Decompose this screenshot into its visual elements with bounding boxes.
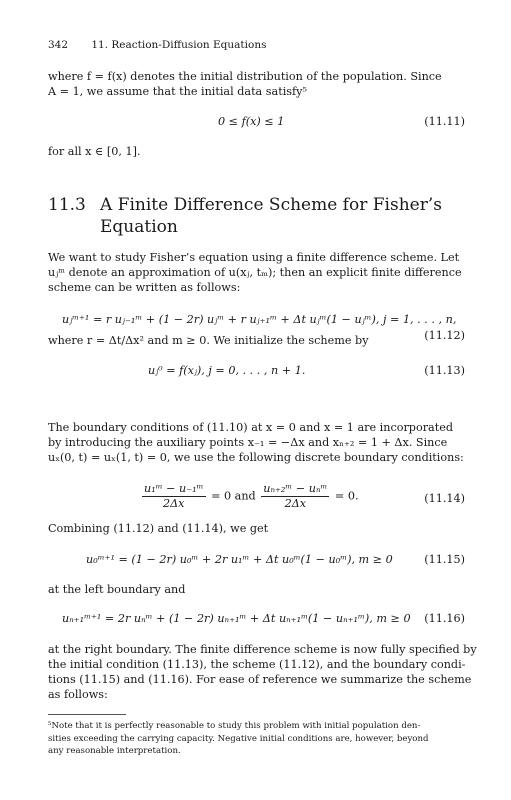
paragraph-2 [48,420,465,465]
where-r-line [48,333,465,348]
equation-number: (11.11) [424,115,465,128]
text-line: uₓ(0, t) = uₓ(1, t) = 0, we use the following discrete boundary conditions: [48,451,464,464]
text-line: where f = f(x) denotes the initial distribution of the population. Since [48,70,442,83]
section-number: 11.3 [48,195,86,215]
text-line: by introducing the auxiliary points x₋₁ = −Δx and xₙ₊₂ = 1 + Δx. Since [48,436,448,449]
equation-body: uₙ₊₁ᵐ⁺¹ = 2r uₙᵐ + (1 − 2r) uₙ₊₁ᵐ + Δt uₙ₊₁ᵐ(1 − uₙ₊₁ᵐ), m ≥ 0 [62,612,411,625]
equation-11-11 [48,114,465,134]
section-title-line: A Finite Difference Scheme for Fisher’s [100,195,442,215]
equation-11-16 [48,611,465,631]
equation-11-14 [48,482,465,516]
equation-end: = 0. [334,489,359,503]
equation-number: (11.13) [424,364,465,377]
text-line: Combining (11.12) and (11.14), we get [48,522,269,535]
denominator: 2Δx [162,497,185,510]
text-line: the initial condition (11.13), the scheme (11.12), and the boundary condi- [48,658,466,671]
combining-line [48,521,465,536]
footnote-line: sities exceeding the carrying capacity. Negative initial conditions are, however, beyond [48,733,429,744]
denominator: 2Δx [284,497,307,510]
equation-body: uⱼ⁰ = f(xⱼ), j = 0, . . . , n + 1. [148,364,306,377]
footnote [48,720,465,758]
for-all-line [48,144,465,159]
equation-11-15 [48,552,465,572]
intro-paragraph [48,69,465,99]
text-line: tions (11.15) and (11.16). For ease of reference we summarize the scheme [48,673,472,686]
text-line: where r = Δt/Δx² and m ≥ 0. We initialize the scheme by [48,334,369,347]
fraction-right [261,482,329,511]
footnote-line: ⁵Note that it is perfectly reasonable to study this problem with initial population den- [48,721,421,731]
running-header [48,38,266,53]
equation-body [140,482,359,511]
numerator: u₁ᵐ − u₋₁ᵐ [144,482,204,495]
section-heading [48,194,442,238]
equation-body: uⱼᵐ⁺¹ = r uⱼ₋₁ᵐ + (1 − 2r) uⱼᵐ + r uⱼ₊₁ᵐ + Δt uⱼᵐ(1 − uⱼᵐ), j = 1, . . . , n, [62,313,457,326]
equation-11-13 [48,363,465,383]
equation-number: (11.14) [424,492,465,505]
text-line: The boundary conditions of (11.10) at x = 0 and x = 1 are incorporated [48,421,453,434]
equation-number: (11.16) [424,612,465,625]
text-line: as follows: [48,688,108,701]
text-line: scheme can be written as follows: [48,281,241,294]
equation-body: 0 ≤ f(x) ≤ 1 [218,115,285,128]
text-line: at the right boundary. The finite difference scheme is now fully specified by [48,643,477,656]
left-boundary-line [48,582,465,597]
paragraph-3 [48,642,477,702]
numerator: uₙ₊₂ᵐ − uₙᵐ [263,482,328,495]
equation-number: (11.15) [424,553,465,566]
text-line: for all x ∈ [0, 1]. [48,145,141,158]
equation-body: u₀ᵐ⁺¹ = (1 − 2r) u₀ᵐ + 2r u₁ᵐ + Δt u₀ᵐ(1 − u₀ᵐ), m ≥ 0 [86,553,393,566]
text-line: A = 1, we assume that the initial data satisfy⁵ [48,85,307,98]
text-line: uⱼᵐ denote an approximation of u(xⱼ, tₘ); then an explicit finite difference [48,266,462,279]
fraction-left [142,482,206,511]
text-line: We want to study Fisher’s equation using a finite difference scheme. Let [48,251,460,264]
text-line: at the left boundary and [48,583,186,596]
equation-connector: = 0 and [211,489,256,503]
equation-number: (11.12) [424,329,465,342]
footnote-rule [48,714,126,715]
chapter-title: 11. Reaction-Diffusion Equations [91,39,267,51]
page-number: 342 [48,39,69,51]
paragraph-1 [48,250,465,295]
footnote-line: any reasonable interpretation. [48,746,181,756]
section-title-line: Equation [100,217,178,237]
